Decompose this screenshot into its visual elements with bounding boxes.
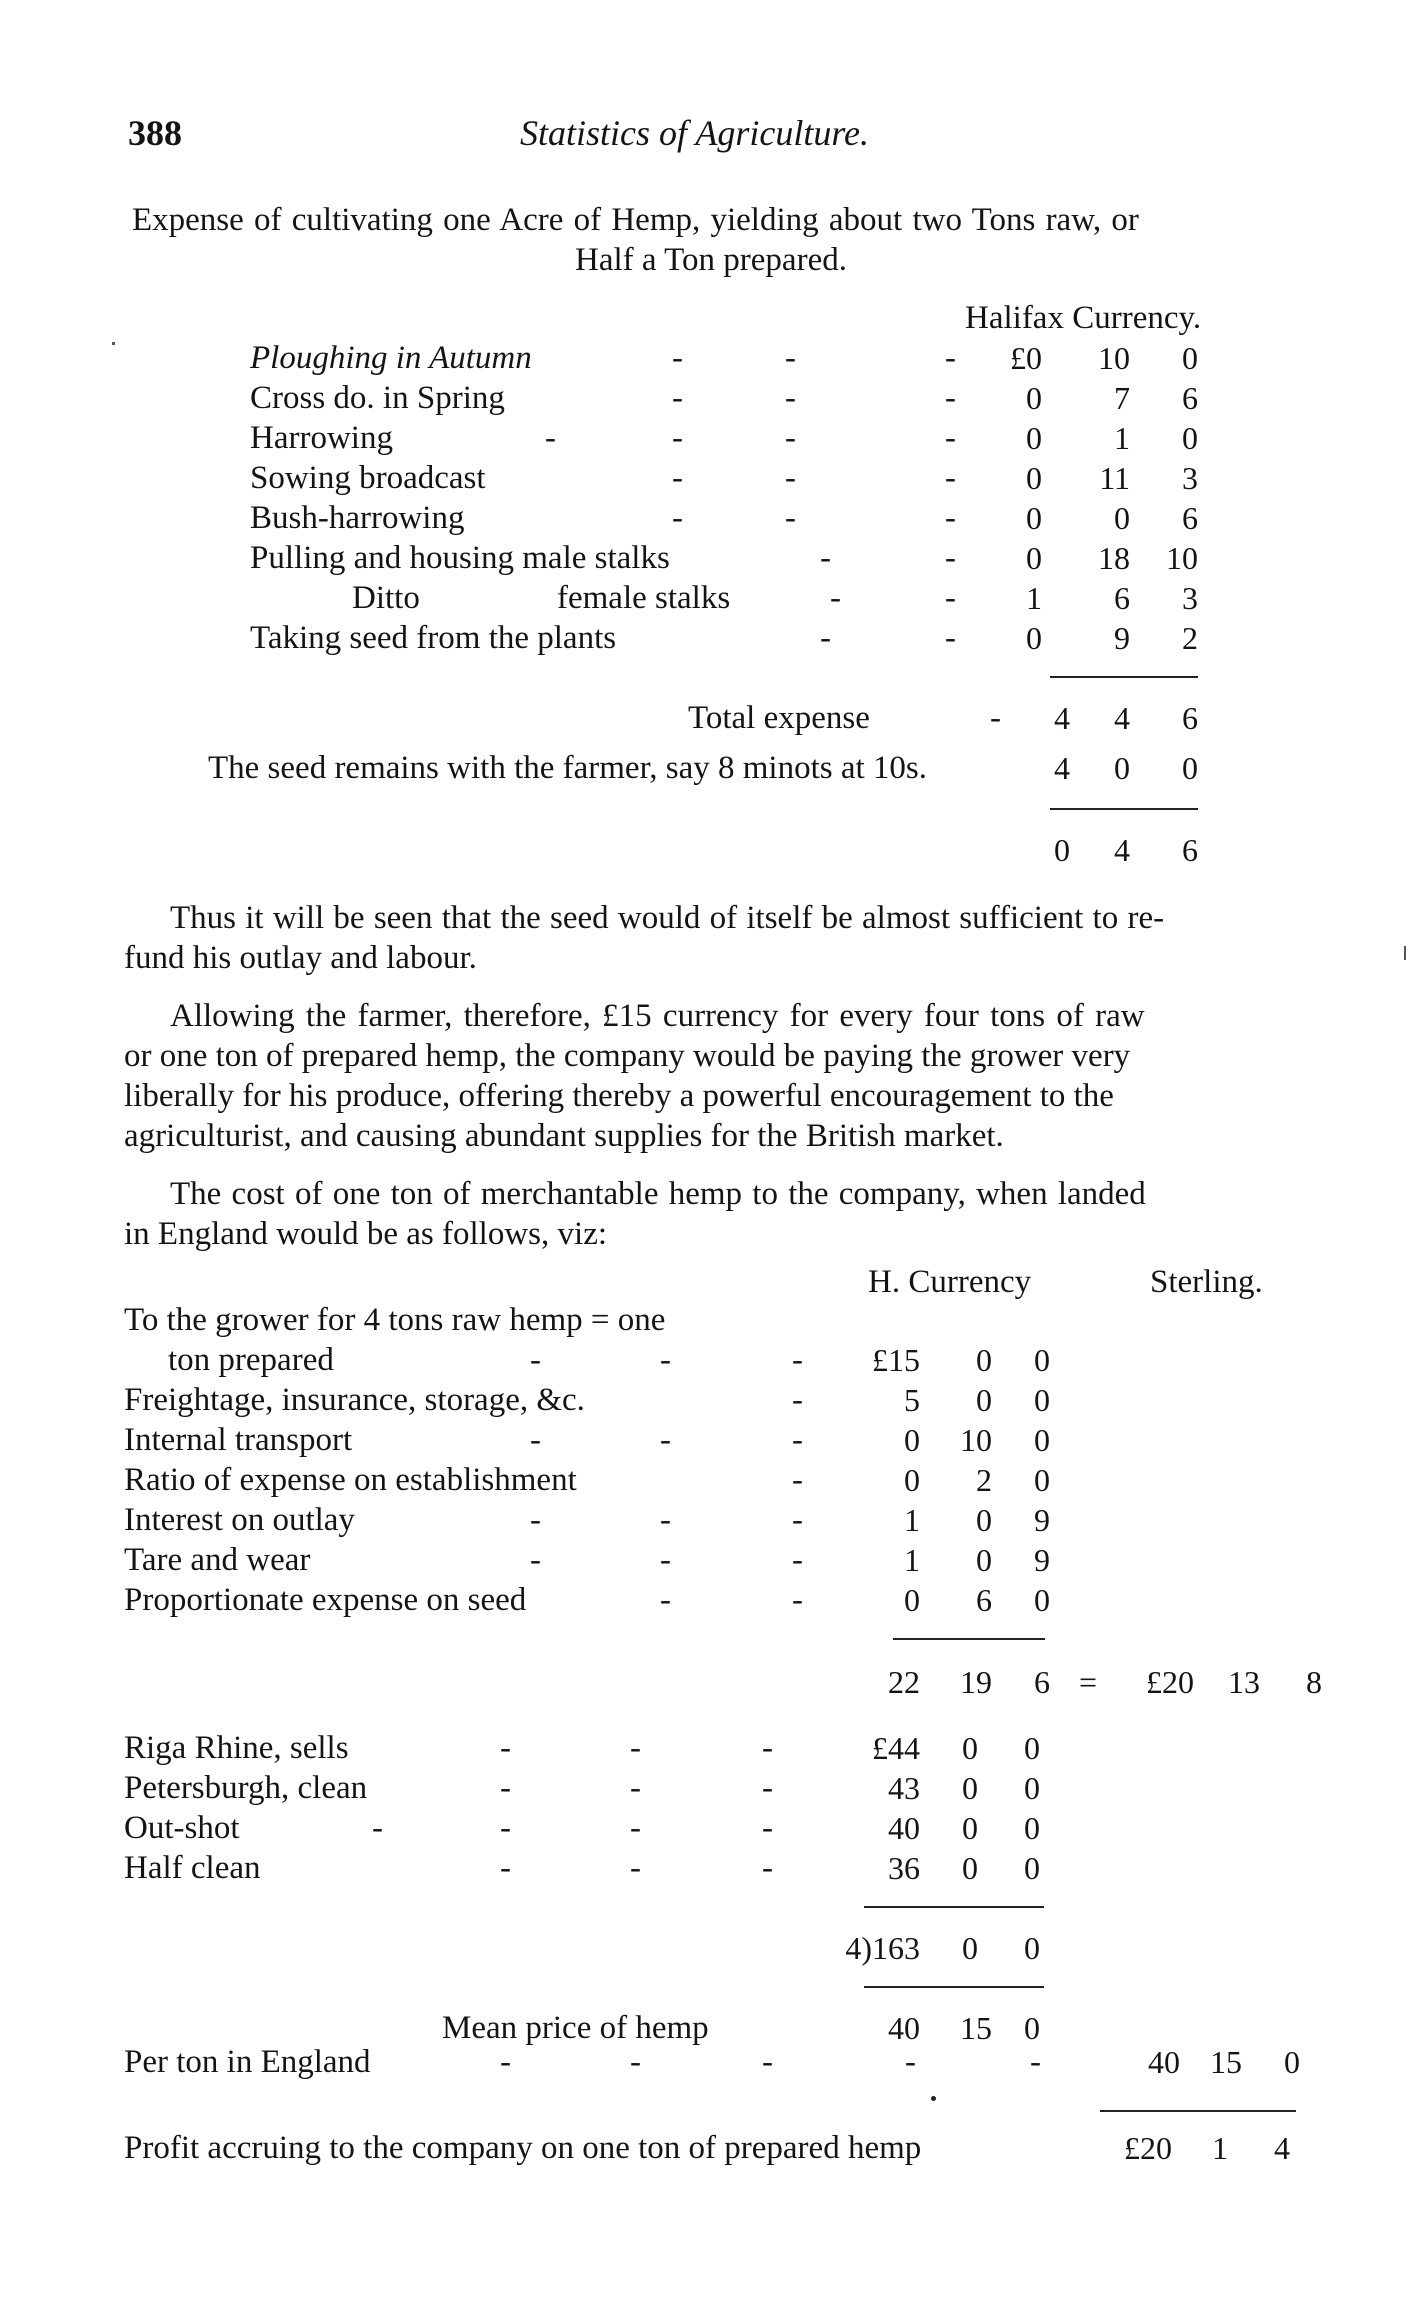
row-label: Taking seed from the plants (250, 620, 617, 656)
pounds-cell: 43 (888, 1770, 920, 1806)
table2-sterling-header: Sterling. (1150, 1264, 1263, 1300)
pence-cell: 6 (1182, 832, 1198, 868)
leader-dashes: - (672, 500, 683, 536)
shillings-cell: 4 (1114, 700, 1130, 736)
pounds-cell: 1 (904, 1502, 920, 1538)
shillings-cell: 2 (976, 1462, 992, 1498)
leader-dashes: - (762, 1730, 773, 1766)
pence-cell: 0 (1034, 1582, 1050, 1618)
pounds-cell: 0 (1026, 380, 1042, 416)
leader-dashes: - (500, 1850, 511, 1886)
shillings-cell: 0 (1114, 750, 1130, 786)
leader-dashes: - (945, 380, 956, 416)
leader-dashes: - (905, 2044, 916, 2080)
shillings-cell: 7 (1114, 380, 1130, 416)
pence-cell: 0 (1024, 1730, 1040, 1766)
shillings-cell: 19 (960, 1664, 992, 1700)
pence-cell: 0 (1182, 420, 1198, 456)
row-label: Ploughing in Autumn (250, 340, 532, 376)
pounds-cell: 0 (1054, 832, 1070, 868)
pence-cell: 3 (1182, 580, 1198, 616)
leader-dashes: - (500, 1730, 511, 1766)
leader-dashes: - (945, 340, 956, 376)
pounds-cell: £15 (872, 1342, 920, 1378)
shillings-cell: 0 (976, 1382, 992, 1418)
pounds-cell: 0 (1026, 460, 1042, 496)
paragraph-3-line1: The cost of one ton of merchantable hemp to the company, when landed (170, 1176, 1146, 1212)
row-label: Out-shot (124, 1810, 240, 1846)
difference-rule (1050, 808, 1198, 810)
table1-caption-line1: Expense of cultivating one Acre of Hemp, yielding about two Tons raw, or (132, 202, 1139, 238)
shillings-cell: 18 (1098, 540, 1130, 576)
row-label-continuation: female stalks (557, 580, 731, 616)
pence-cell: 2 (1182, 620, 1198, 656)
pence-cell: 6 (1182, 700, 1198, 736)
pence-cell: 6 (1182, 380, 1198, 416)
row-label: Sowing broadcast (250, 460, 486, 496)
row-label: Half clean (124, 1850, 261, 1886)
pence-cell: 0 (1182, 750, 1198, 786)
pence-cell: 0 (1034, 1462, 1050, 1498)
pence-cell: 6 (1034, 1664, 1050, 1700)
leader-dashes: - (792, 1382, 803, 1418)
leader-dashes: - (792, 1582, 803, 1618)
leader-dashes: - (820, 540, 831, 576)
shillings-cell: 10 (1098, 340, 1130, 376)
table2-currency-header: H. Currency (868, 1264, 1032, 1300)
leader-dashes: - (762, 1810, 773, 1846)
leader-dashes: - (530, 1342, 541, 1378)
pounds-cell: 0 (904, 1422, 920, 1458)
page-number: 388 (128, 113, 182, 153)
shillings-cell: 0 (962, 1730, 978, 1766)
sterling-pounds-cell: £20 (1124, 2130, 1172, 2166)
paragraph-2-line4: agriculturist, and causing abundant supplies for the British market. (124, 1118, 1004, 1154)
pounds-cell: 40 (888, 2010, 920, 2046)
leader-dashes: - (820, 620, 831, 656)
row-label: Ditto (352, 580, 420, 616)
equals-sign: = (1078, 1664, 1098, 1700)
table1-currency-header: Halifax Currency. (965, 300, 1202, 336)
shillings-cell: 0 (962, 1810, 978, 1846)
leader-dashes: - (945, 620, 956, 656)
sterling-pence-cell: 0 (1284, 2044, 1300, 2080)
total-label: Total expense (688, 700, 870, 736)
leader-dashes: - (500, 1770, 511, 1806)
shillings-cell: 1 (1114, 420, 1130, 456)
pence-cell: 0 (1034, 1342, 1050, 1378)
leader-dashes: - (785, 340, 796, 376)
row-label: Pulling and housing male stalks (250, 540, 670, 576)
pence-cell: 0 (1024, 1850, 1040, 1886)
row-label: Cross do. in Spring (250, 380, 505, 416)
per-ton-label: Per ton in England (124, 2044, 371, 2080)
leader-dashes: - (785, 420, 796, 456)
leader-dashes: - (660, 1582, 671, 1618)
leader-dashes: - (372, 1810, 383, 1846)
row-label: Freightage, insurance, storage, &c. (124, 1382, 585, 1418)
shillings-cell: 0 (1114, 500, 1130, 536)
row-label: Interest on outlay (124, 1502, 355, 1538)
shillings-cell: 0 (976, 1502, 992, 1538)
shillings-cell: 0 (976, 1542, 992, 1578)
leader-dashes: - (545, 420, 556, 456)
pounds-cell: £44 (872, 1730, 920, 1766)
shillings-cell: 6 (1114, 580, 1130, 616)
leader-dashes: - (630, 2044, 641, 2080)
pounds-cell: 40 (888, 1810, 920, 1846)
row-label: Riga Rhine, sells (124, 1730, 349, 1766)
leader-dashes: - (660, 1342, 671, 1378)
pounds-cell: 0 (1026, 500, 1042, 536)
leader-dashes: - (762, 1850, 773, 1886)
profit-rule (1100, 2110, 1296, 2112)
sterling-pence-cell: 4 (1274, 2130, 1290, 2166)
pounds-cell: 5 (904, 1382, 920, 1418)
shillings-cell: 4 (1114, 832, 1130, 868)
shillings-cell: 0 (962, 1930, 978, 1966)
margin-mark (1404, 946, 1406, 960)
leader-dashes: - (945, 540, 956, 576)
paragraph-1-line2: fund his outlay and labour. (124, 940, 477, 976)
pounds-cell: 0 (1026, 620, 1042, 656)
leader-dashes: - (660, 1502, 671, 1538)
leader-dashes: - (672, 380, 683, 416)
leader-dashes: - (792, 1502, 803, 1538)
pounds-cell: 4)163 (845, 1930, 920, 1966)
leader-dashes: - (945, 420, 956, 456)
leader-dashes: - (792, 1422, 803, 1458)
leader-dashes: - (660, 1542, 671, 1578)
row-label: Proportionate expense on seed (124, 1582, 527, 1618)
pounds-cell: 1 (1026, 580, 1042, 616)
shillings-cell: 6 (976, 1582, 992, 1618)
sterling-pence-cell: 8 (1306, 1664, 1322, 1700)
pence-cell: 0 (1034, 1422, 1050, 1458)
leader-dashes: - (785, 460, 796, 496)
pence-cell: 9 (1034, 1542, 1050, 1578)
pence-cell: 0 (1024, 2010, 1040, 2046)
running-title: Statistics of Agriculture. (520, 113, 869, 153)
subtotal-rule (893, 1638, 1045, 1640)
paragraph-2-line2: or one ton of prepared hemp, the company would be paying the grower very (124, 1038, 1131, 1074)
leader-dashes: - (660, 1422, 671, 1458)
leader-dashes: - (762, 2044, 773, 2080)
pounds-cell: 0 (904, 1462, 920, 1498)
paragraph-2-line1: Allowing the farmer, therefore, £15 currency for every four tons of raw (170, 998, 1145, 1034)
leader-dashes: - (792, 1462, 803, 1498)
pence-cell: 0 (1024, 1810, 1040, 1846)
shillings-cell: 9 (1114, 620, 1130, 656)
profit-label: Profit accruing to the company on one ton of prepared hemp (124, 2130, 922, 2166)
pounds-cell: 0 (1026, 540, 1042, 576)
row-label: ton prepared (168, 1342, 334, 1378)
leader-dashes: - (762, 1770, 773, 1806)
leader-dashes: - (672, 340, 683, 376)
pounds-cell: 0 (1026, 420, 1042, 456)
shillings-cell: 15 (960, 2010, 992, 2046)
leader-dashes: - (630, 1730, 641, 1766)
pence-cell: 0 (1182, 340, 1198, 376)
row-label: Petersburgh, clean (124, 1770, 368, 1806)
sterling-shillings-cell: 15 (1210, 2044, 1242, 2080)
leader-dashes: - (500, 1810, 511, 1846)
mean-label: Mean price of hemp (442, 2010, 709, 2046)
leader-dashes: - (792, 1342, 803, 1378)
sterling-shillings-cell: 1 (1212, 2130, 1228, 2166)
paragraph-3-line2: in England would be as follows, viz: (124, 1216, 608, 1252)
leader-dashes: - (792, 1542, 803, 1578)
paragraph-1-line1: Thus it will be seen that the seed would of itself be almost sufficient to re- (170, 900, 1165, 936)
row-label: Internal transport (124, 1422, 353, 1458)
shillings-cell: 11 (1099, 460, 1130, 496)
pounds-cell: £0 (1010, 340, 1042, 376)
leader-dashes: - (945, 500, 956, 536)
shillings-cell: 10 (960, 1422, 992, 1458)
leader-dashes: - (630, 1810, 641, 1846)
sum-rule (1050, 676, 1198, 678)
pounds-cell: 1 (904, 1542, 920, 1578)
leader-dashes: - (500, 2044, 511, 2080)
leader-dashes: - (672, 460, 683, 496)
margin-mark (112, 342, 115, 345)
pounds-cell: 4 (1054, 750, 1070, 786)
shillings-cell: 0 (962, 1850, 978, 1886)
leader-dashes: - (1030, 2044, 1041, 2080)
row-label: Tare and wear (124, 1542, 311, 1578)
row-label: Harrowing (250, 420, 393, 456)
pence-cell: 9 (1034, 1502, 1050, 1538)
shillings-cell: 0 (962, 1770, 978, 1806)
row-label: Ratio of expense on establishment (124, 1462, 577, 1498)
row-label: Bush-harrowing (250, 500, 465, 536)
pence-cell: 3 (1182, 460, 1198, 496)
price-sum-rule (864, 1906, 1044, 1908)
leader-dashes: - (785, 380, 796, 416)
leader-dashes: - (530, 1542, 541, 1578)
pounds-cell: 4 (1054, 700, 1070, 736)
leader-dashes: - (830, 580, 841, 616)
sterling-pounds-cell: £20 (1146, 1664, 1194, 1700)
pounds-cell: 22 (888, 1664, 920, 1700)
paragraph-2-line3: liberally for his produce, offering thereby a powerful encouragement to the (124, 1078, 1114, 1114)
leader-dashes: - (630, 1770, 641, 1806)
table2-first-label: To the grower for 4 tons raw hemp = one (124, 1302, 666, 1338)
leader-dashes: - (945, 580, 956, 616)
seed-label: The seed remains with the farmer, say 8 minots at 10s. (208, 750, 927, 786)
mean-rule (864, 1986, 1044, 1988)
leader-dashes: - (630, 1850, 641, 1886)
leader-dashes: - (672, 420, 683, 456)
pence-cell: 10 (1166, 540, 1198, 576)
leader-dashes: - (530, 1422, 541, 1458)
shillings-cell: 0 (976, 1342, 992, 1378)
pence-cell: 6 (1182, 500, 1198, 536)
table1-caption-line2: Half a Ton prepared. (575, 242, 847, 278)
pounds-cell: 0 (904, 1582, 920, 1618)
pence-cell: 0 (1024, 1930, 1040, 1966)
stray-dot (931, 2096, 936, 2101)
leader-dashes: - (530, 1502, 541, 1538)
pence-cell: 0 (1024, 1770, 1040, 1806)
leader-dashes: - (785, 500, 796, 536)
leader-dashes: - (945, 460, 956, 496)
pence-cell: 0 (1034, 1382, 1050, 1418)
pounds-cell: 36 (888, 1850, 920, 1886)
sterling-pounds-cell: 40 (1148, 2044, 1180, 2080)
sterling-shillings-cell: 13 (1228, 1664, 1260, 1700)
leader-dashes: - (990, 700, 1001, 736)
